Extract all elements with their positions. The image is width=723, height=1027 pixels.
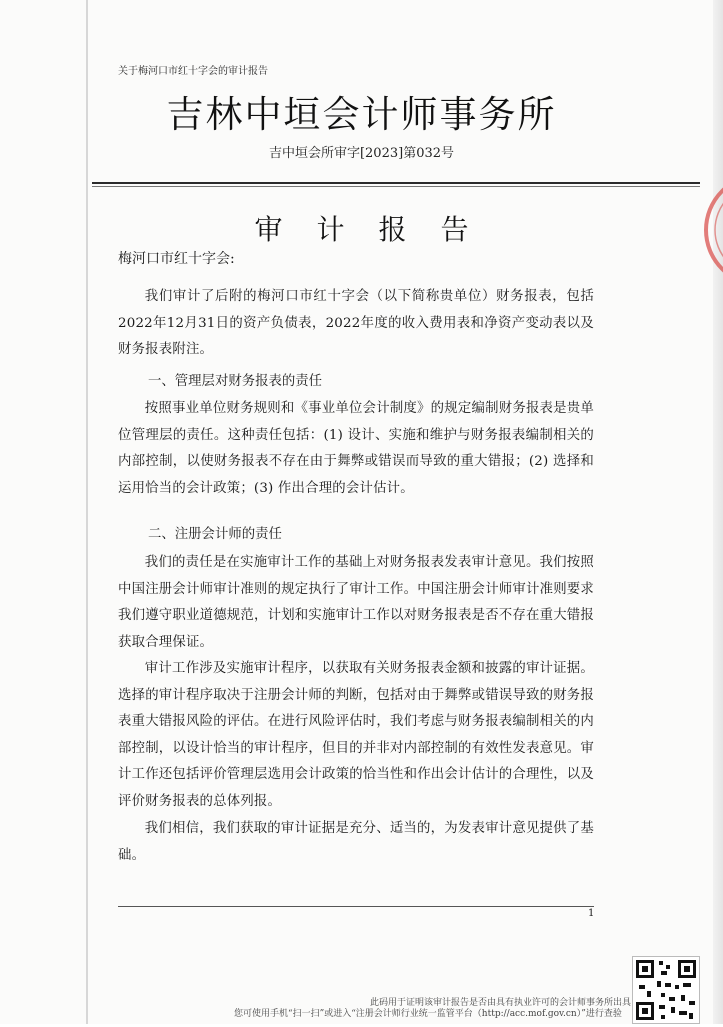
section2-paragraph-3: 我们相信，我们获取的审计证据是充分、适当的，为发表审计意见提供了基础。 [118,821,594,863]
reference-number: 吉中垣会所审字[2023]第032号 [268,146,455,161]
report-title: 审计报告 [254,213,503,246]
header-rule-thin [92,186,700,187]
firm-name: 吉林中垣会计师事务所 [166,93,557,136]
verification-note-1: 此码用于证明该审计报告是否由具有执业许可的会计师事务所出具 [370,998,632,1008]
section2-paragraph-2: 审计工作涉及实施审计程序，以获取有关财务报表金额和披露的审计证据。选择的审计程序取决于注册会计师的判断，包括对由于舞弊或错误导致的财务报表重大错报风险的评估。在进行风险评估时，我们考虑与财务报表编制相关的内部控制，以设计恰当的审计程序，但目的并非对内部控制的有效性发表意见。审计工作还包括评价管理层选用会计政策的恰当性和作出会计估计的合理性，以及评价财务报表的总体列报。 [118,661,594,809]
section2-paragraph-1: 我们的责任是在实施审计工作的基础上对财务报表发表审计意见。我们按照中国注册会计师审计准则的规定执行了审计工作。中国注册会计师审计准则要求我们遵守职业道德规范，计划和实施审计工作以对财务报表是否不存在重大错报获取合理保证。 [118,555,594,650]
qr-code-icon[interactable] [632,956,700,1024]
addressee: 梅河口市红十字会: [118,251,235,267]
intro-paragraph: 我们审计了后附的梅河口市红十字会（以下简称贵单位）财务报表，包括2022年12月31日的资产负债表，2022年度的收入费用表和净资产变动表以及财务报表附注。 [118,289,594,357]
section1-heading: 一、管理层对财务报表的责任 [148,374,323,389]
verification-note-2: 您可使用手机“扫一扫”或进入“注册会计师行业统一监管平台（http://acc.mof.gov.cn）”进行查验 [234,1009,622,1019]
header-rule [92,182,700,184]
footer-rule [118,906,594,907]
header-note: 关于梅河口市红十字会的审计报告 [118,66,268,77]
section2-heading: 二、注册会计师的责任 [148,527,282,542]
page-number: 1 [588,908,595,919]
section1-body: 按照事业单位财务规则和《事业单位会计制度》的规定编制财务报表是贵单位管理层的责任。这种责任包括：(1) 设计、实施和维护与财务报表编制相关的内部控制，以使财务报表不存在由于舞弊或错误而导致的重大错报；(2) 选择和运用恰当的会计政策；(3) 作出合理的会计估计。 [118,401,594,496]
